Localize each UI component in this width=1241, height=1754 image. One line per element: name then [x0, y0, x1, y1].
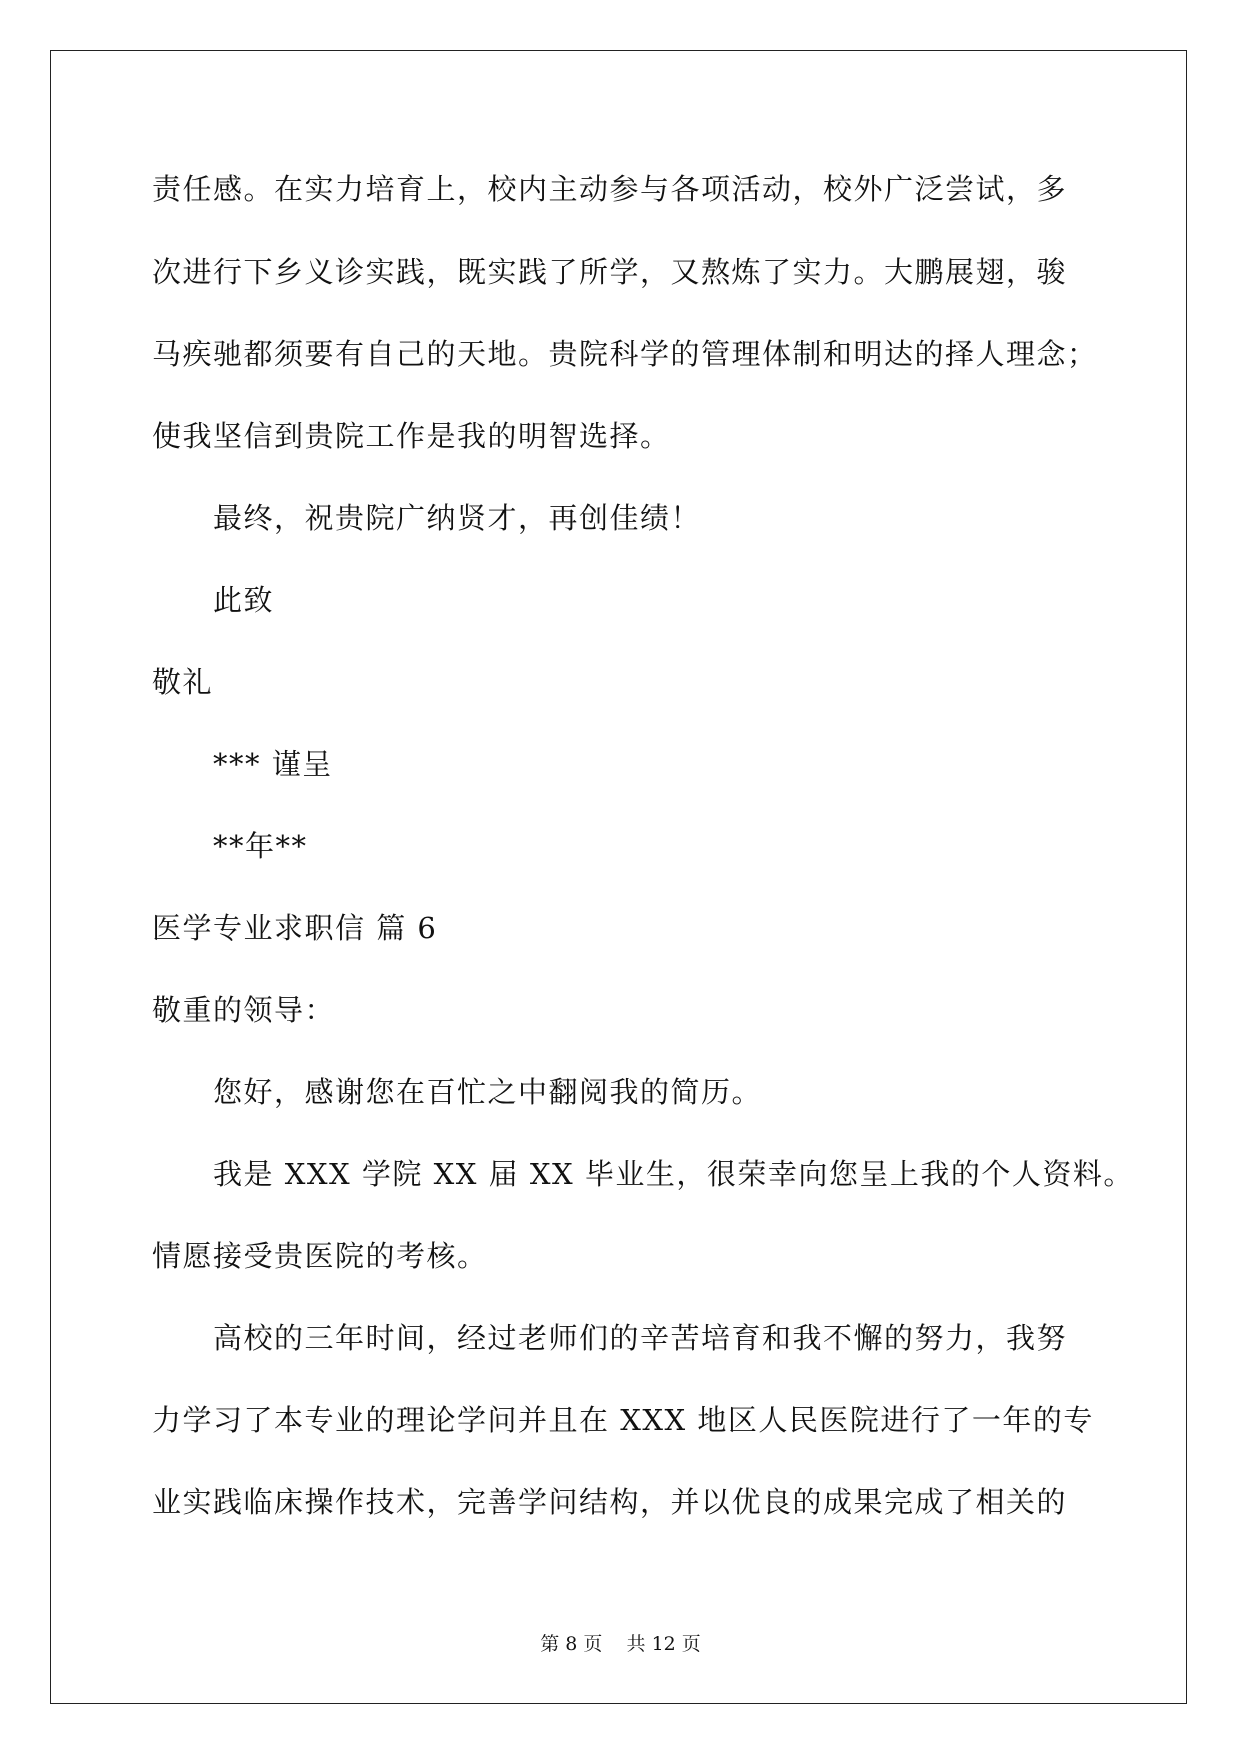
body-line: 情愿接受贵医院的考核。 — [152, 1239, 488, 1273]
closing-wish: 最终，祝贵院广纳贤才，再创佳绩！ — [213, 501, 702, 535]
greeting: 敬重的领导： — [152, 993, 336, 1027]
body-line: 责任感。在实力培育上，校内主动参与各项活动，校外广泛尝试，多 — [152, 172, 1068, 206]
body-line: 您好，感谢您在百忙之中翻阅我的简历。 — [213, 1075, 763, 1109]
body-line: 马疾驰都须要有自己的天地。贵院科学的管理体制和明达的择人理念； — [152, 337, 1098, 371]
body-line: 业实践临床操作技术，完善学问结构，并以优良的成果完成了相关的 — [152, 1485, 1068, 1519]
salutation-jing-li: 敬礼 — [152, 665, 214, 699]
body-line: 我是 XXX 学院 XX 届 XX 毕业生，很荣幸向您呈上我的个人资料。 — [213, 1157, 1134, 1191]
salutation-ci-zhi: 此致 — [213, 583, 275, 617]
date-line: **年** — [213, 829, 308, 863]
body-line: 高校的三年时间，经过老师们的辛苦培育和我不懈的努力，我努 — [213, 1321, 1068, 1355]
section-heading: 医学专业求职信 篇 6 — [152, 911, 438, 945]
body-line: 力学习了本专业的理论学问并且在 XXX 地区人民医院进行了一年的专 — [152, 1403, 1094, 1437]
body-line: 使我坚信到贵院工作是我的明智选择。 — [152, 419, 671, 453]
page-border — [50, 50, 1187, 1704]
page-footer: 第 8 页 共 12 页 — [540, 1633, 701, 1655]
signature: *** 谨呈 — [213, 747, 333, 781]
body-line: 次进行下乡义诊实践，既实践了所学，又熬炼了实力。大鹏展翅，骏 — [152, 255, 1068, 289]
